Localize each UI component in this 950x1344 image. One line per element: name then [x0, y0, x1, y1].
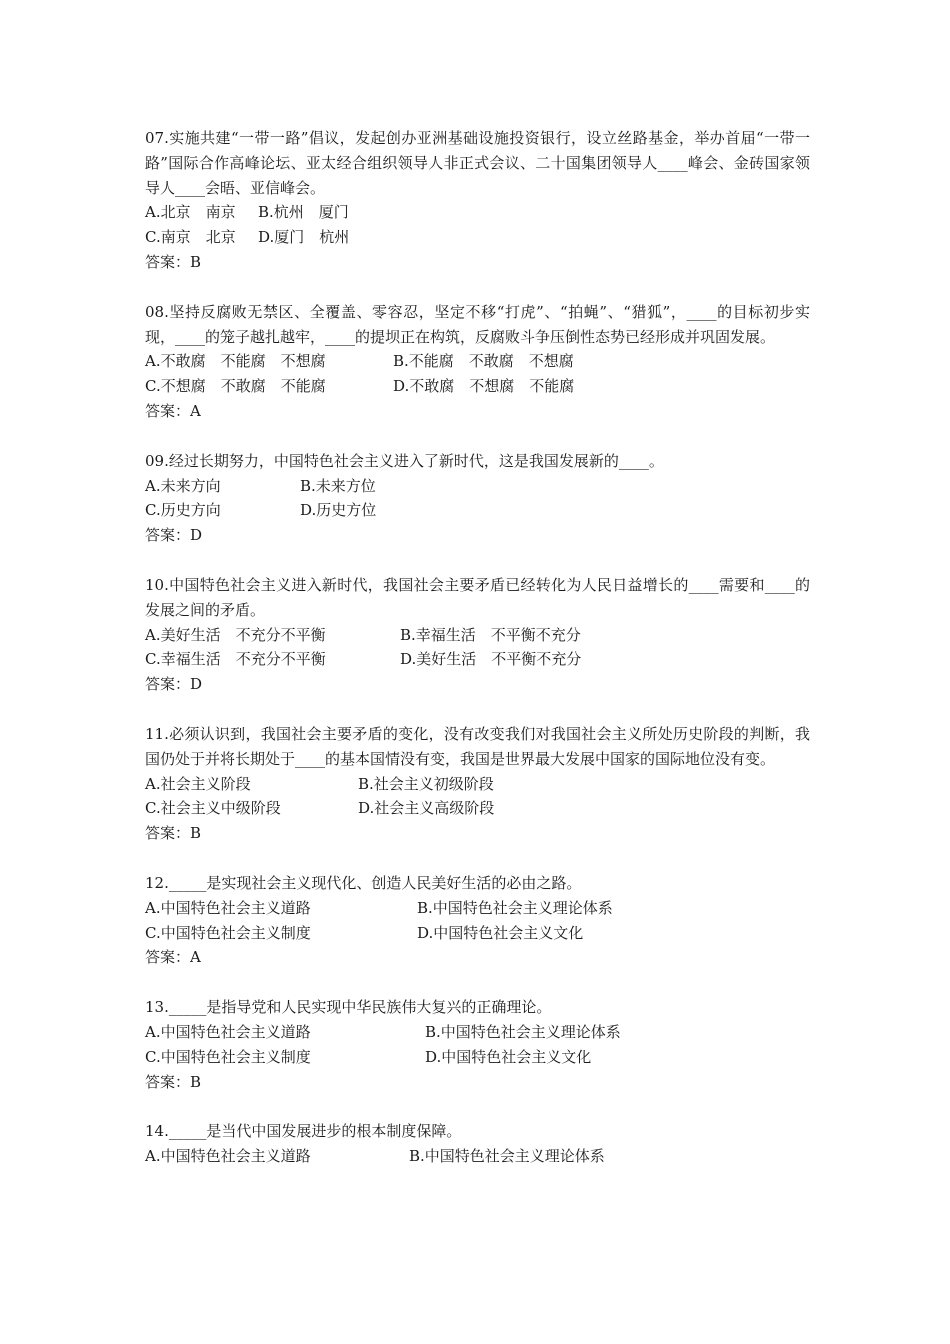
option-c: C.历史方向: [145, 501, 221, 520]
question-07: [145, 126, 810, 275]
question-10: [145, 573, 810, 697]
question-stem: 12._____是实现社会主义现代化、创造人民美好生活的必由之路。: [145, 873, 582, 892]
question-stem: 13._____是指导党和人民实现中华民族伟大复兴的正确理论。: [145, 998, 552, 1017]
option-b: B.未来方位: [300, 476, 376, 495]
option-b: B.幸福生活 不平衡不充分: [400, 625, 581, 644]
option-a: A.社会主义阶段: [145, 774, 251, 793]
option-a: A.不敢腐 不能腐 不想腐: [145, 352, 326, 371]
option-a: A.未来方向: [145, 476, 221, 495]
question-stem: 09.经过长期努力，中国特色社会主义进入了新时代，这是我国发展新的____。: [145, 451, 664, 470]
option-a: A.中国特色社会主义道路: [145, 898, 311, 917]
option-a: A.中国特色社会主义道路: [145, 1022, 311, 1041]
options-row: [145, 200, 810, 225]
option-b: B.中国特色社会主义理论体系: [425, 1022, 621, 1041]
option-b: B.中国特色社会主义理论体系: [409, 1147, 605, 1166]
options-row: [145, 349, 810, 374]
option-d: D.社会主义高级阶段: [358, 799, 495, 818]
options-row: [145, 225, 810, 250]
question-12: [145, 871, 810, 970]
answer-line: 答案：D: [145, 526, 203, 545]
option-d: D.不敢腐 不想腐 不能腐: [393, 377, 575, 396]
question-13: [145, 995, 810, 1094]
question-stem: 11.必须认识到，我国社会主要矛盾的变化，没有改变我们对我国社会主义所处历史阶段的判断，我国仍处于并将长期处于____的基本国情没有变，我国是世界最大发展中国家的国际地位没有变。: [145, 724, 810, 768]
option-c: C.中国特色社会主义制度: [145, 923, 311, 942]
option-d: D.厦门 杭州: [258, 228, 350, 247]
answer-line: 答案：D: [145, 675, 203, 694]
options-row: [145, 896, 810, 921]
option-d: D.中国特色社会主义文化: [425, 1047, 592, 1066]
question-stem: 14._____是当代中国发展进步的根本制度保障。: [145, 1122, 462, 1141]
option-a: A.中国特色社会主义道路: [145, 1147, 311, 1166]
option-a: A.美好生活 不充分不平衡: [145, 625, 326, 644]
option-b: B.社会主义初级阶段: [358, 774, 494, 793]
option-d: D.历史方位: [300, 501, 377, 520]
question-stem: 07.实施共建“一带一路”倡议，发起创办亚洲基础设施投资银行，设立丝路基金，举办首届“一带一路”国际合作高峰论坛、亚太经合组织领导人非正式会议、二十国集团领导人____峰会、金砖国家领导人____会晤、亚信峰会。: [145, 129, 810, 197]
options-row: [145, 623, 810, 648]
options-row: [145, 772, 810, 797]
option-b: B.不能腐 不敢腐 不想腐: [393, 352, 574, 371]
option-c: C.南京 北京: [145, 228, 236, 247]
options-row: [145, 1045, 810, 1070]
answer-line: 答案：B: [145, 1072, 202, 1091]
option-d: D.美好生活 不平衡不充分: [400, 650, 582, 669]
option-c: C.社会主义中级阶段: [145, 799, 281, 818]
question-stem: 10.中国特色社会主义进入新时代，我国社会主要矛盾已经转化为人民日益增长的____需要和____的发展之间的矛盾。: [145, 575, 810, 619]
question-stem: 08.坚持反腐败无禁区、全覆盖、零容忍，坚定不移“打虎”、“拍蝇”、“猎狐”，____的目标初步实现，____的笼子越扎越牢，____的提坝正在构筑，反腐败斗争压倒性态势已经形成并巩固发展。: [145, 302, 810, 346]
document-page: [145, 126, 810, 1194]
option-a: A.北京 南京: [145, 203, 236, 222]
options-row: [145, 474, 810, 499]
options-row: [145, 796, 810, 821]
option-c: C.不想腐 不敢腐 不能腐: [145, 377, 326, 396]
options-row: [145, 1020, 810, 1045]
answer-line: 答案：B: [145, 824, 202, 843]
options-row: [145, 647, 810, 672]
answer-line: 答案：B: [145, 252, 202, 271]
question-09: [145, 449, 810, 548]
option-b: B.杭州 厦门: [258, 203, 349, 222]
question-11: [145, 722, 810, 846]
answer-line: 答案：A: [145, 401, 201, 420]
option-c: C.中国特色社会主义制度: [145, 1047, 311, 1066]
options-row: [145, 921, 810, 946]
options-row: [145, 498, 810, 523]
options-row: [145, 1144, 810, 1169]
question-08: [145, 300, 810, 424]
answer-line: 答案：A: [145, 948, 201, 967]
option-c: C.幸福生活 不充分不平衡: [145, 650, 326, 669]
option-d: D.中国特色社会主义文化: [417, 923, 584, 942]
option-b: B.中国特色社会主义理论体系: [417, 898, 613, 917]
options-row: [145, 374, 810, 399]
question-14: [145, 1119, 810, 1169]
